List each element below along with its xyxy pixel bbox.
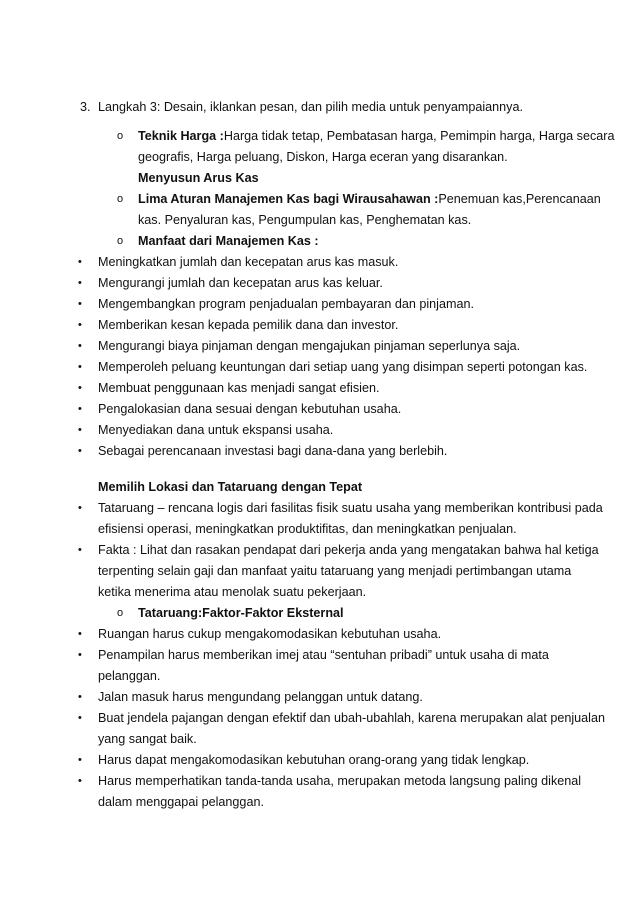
- arus-kas-heading: Menyusun Arus Kas: [138, 171, 259, 185]
- bullet-icon: •: [78, 445, 82, 457]
- bullet-icon: •: [78, 649, 82, 661]
- step-3-text: Langkah 3: Desain, iklankan pesan, dan pilih media untuk penyampaiannya.: [98, 100, 523, 114]
- list-item-text: Harus memperhatikan tanda-tanda usaha, merupakan metoda langsung paling dikenal: [98, 774, 582, 788]
- bullet-icon: •: [78, 544, 82, 556]
- list-item-text: Memperoleh peluang keuntungan dari setiap uang yang disimpan seperti potongan kas.: [98, 360, 588, 374]
- fakta-text-2: terpenting selain gaji dan manfaat yaitu tataruang yang menjadi pertimbangan utama: [98, 564, 572, 578]
- list-item-text: yang sangat baik.: [98, 732, 197, 746]
- bullet-icon: •: [78, 403, 82, 415]
- bullet-icon: •: [78, 256, 82, 268]
- tataruang-text: Tataruang – rencana logis dari fasilitas fisik suatu usaha yang memberikan kontribusi pada: [98, 501, 603, 515]
- list-item-text: Penampilan harus memberikan imej atau “sentuhan pribadi” untuk usaha di mata: [98, 648, 549, 662]
- tataruang-text-2: efisiensi operasi, meningkatkan produktifitas, dan meningkatkan penjualan.: [98, 522, 517, 536]
- lokasi-heading: Memilih Lokasi dan Tataruang dengan Tepat: [98, 480, 363, 494]
- circle-bullet-icon: o: [117, 235, 124, 247]
- fakta-text: Fakta : Lihat dan rasakan pendapat dari pekerja anda yang mengatakan bahwa hal ketiga: [98, 543, 599, 557]
- list-item-text: Memberikan kesan kepada pemilik dana dan investor.: [98, 318, 399, 332]
- list-item-text: Ruangan harus cukup mengakomodasikan kebutuhan usaha.: [98, 627, 442, 641]
- faktor-eksternal-label: Tataruang:Faktor-Faktor Eksternal: [138, 606, 344, 620]
- list-item-text: pelanggan.: [98, 669, 161, 683]
- bullet-icon: •: [78, 628, 82, 640]
- lima-aturan-text-2: kas. Penyaluran kas, Pengumpulan kas, Penghematan kas.: [138, 213, 472, 227]
- list-item-text: Jalan masuk harus mengundang pelanggan untuk datang.: [98, 690, 423, 704]
- circle-bullet-icon: o: [117, 607, 124, 619]
- list-item-text: Meningkatkan jumlah dan kecepatan arus kas masuk.: [98, 255, 399, 269]
- step-number: 3.: [80, 100, 91, 114]
- bullet-icon: •: [78, 319, 82, 331]
- bullet-icon: •: [78, 775, 82, 787]
- list-item-text: Mengurangi jumlah dan kecepatan arus kas keluar.: [98, 276, 383, 290]
- bullet-icon: •: [78, 361, 82, 373]
- teknik-harga-label: Teknik Harga :: [138, 129, 224, 143]
- list-item-text: Membuat penggunaan kas menjadi sangat efisien.: [98, 381, 380, 395]
- bullet-icon: •: [78, 712, 82, 724]
- bullet-icon: •: [78, 502, 82, 514]
- list-item-text: Buat jendela pajangan dengan efektif dan ubah-ubahlah, karena merupakan alat penjualan: [98, 711, 605, 725]
- circle-bullet-icon: o: [117, 193, 124, 205]
- bullet-icon: •: [78, 754, 82, 766]
- teknik-harga-text: Harga tidak tetap, Pembatasan harga, Pemimpin harga, Harga secara: [223, 129, 615, 143]
- list-item-text: Harus dapat mengakomodasikan kebutuhan orang-orang yang tidak lengkap.: [98, 753, 530, 767]
- fakta-text-3: ketika menerima atau menolak suatu pekerjaan.: [98, 585, 367, 599]
- manfaat-label: Manfaat dari Manajemen Kas :: [138, 234, 319, 248]
- list-item-text: Pengalokasian dana sesuai dengan kebutuhan usaha.: [98, 402, 402, 416]
- list-item-text: Mengurangi biaya pinjaman dengan mengajukan pinjaman seperlunya saja.: [98, 339, 521, 353]
- bullet-icon: •: [78, 424, 82, 436]
- circle-bullet-icon: o: [117, 130, 124, 142]
- list-item-text: dalam menggapai pelanggan.: [98, 795, 264, 809]
- bullet-icon: •: [78, 340, 82, 352]
- list-item-text: Menyediakan dana untuk ekspansi usaha.: [98, 423, 334, 437]
- lima-aturan-label: Lima Aturan Manajemen Kas bagi Wirausahawan :: [138, 192, 439, 206]
- bullet-icon: •: [78, 277, 82, 289]
- bullet-icon: •: [78, 382, 82, 394]
- list-item-text: Sebagai perencanaan investasi bagi dana-dana yang berlebih.: [98, 444, 448, 458]
- bullet-icon: •: [78, 691, 82, 703]
- lima-aturan-text: Penemuan kas,Perencanaan: [438, 192, 601, 206]
- teknik-harga-text-2: geografis, Harga peluang, Diskon, Harga eceran yang disarankan.: [138, 150, 508, 164]
- bullet-icon: •: [78, 298, 82, 310]
- list-item-text: Mengembangkan program penjadualan pembayaran dan pinjaman.: [98, 297, 474, 311]
